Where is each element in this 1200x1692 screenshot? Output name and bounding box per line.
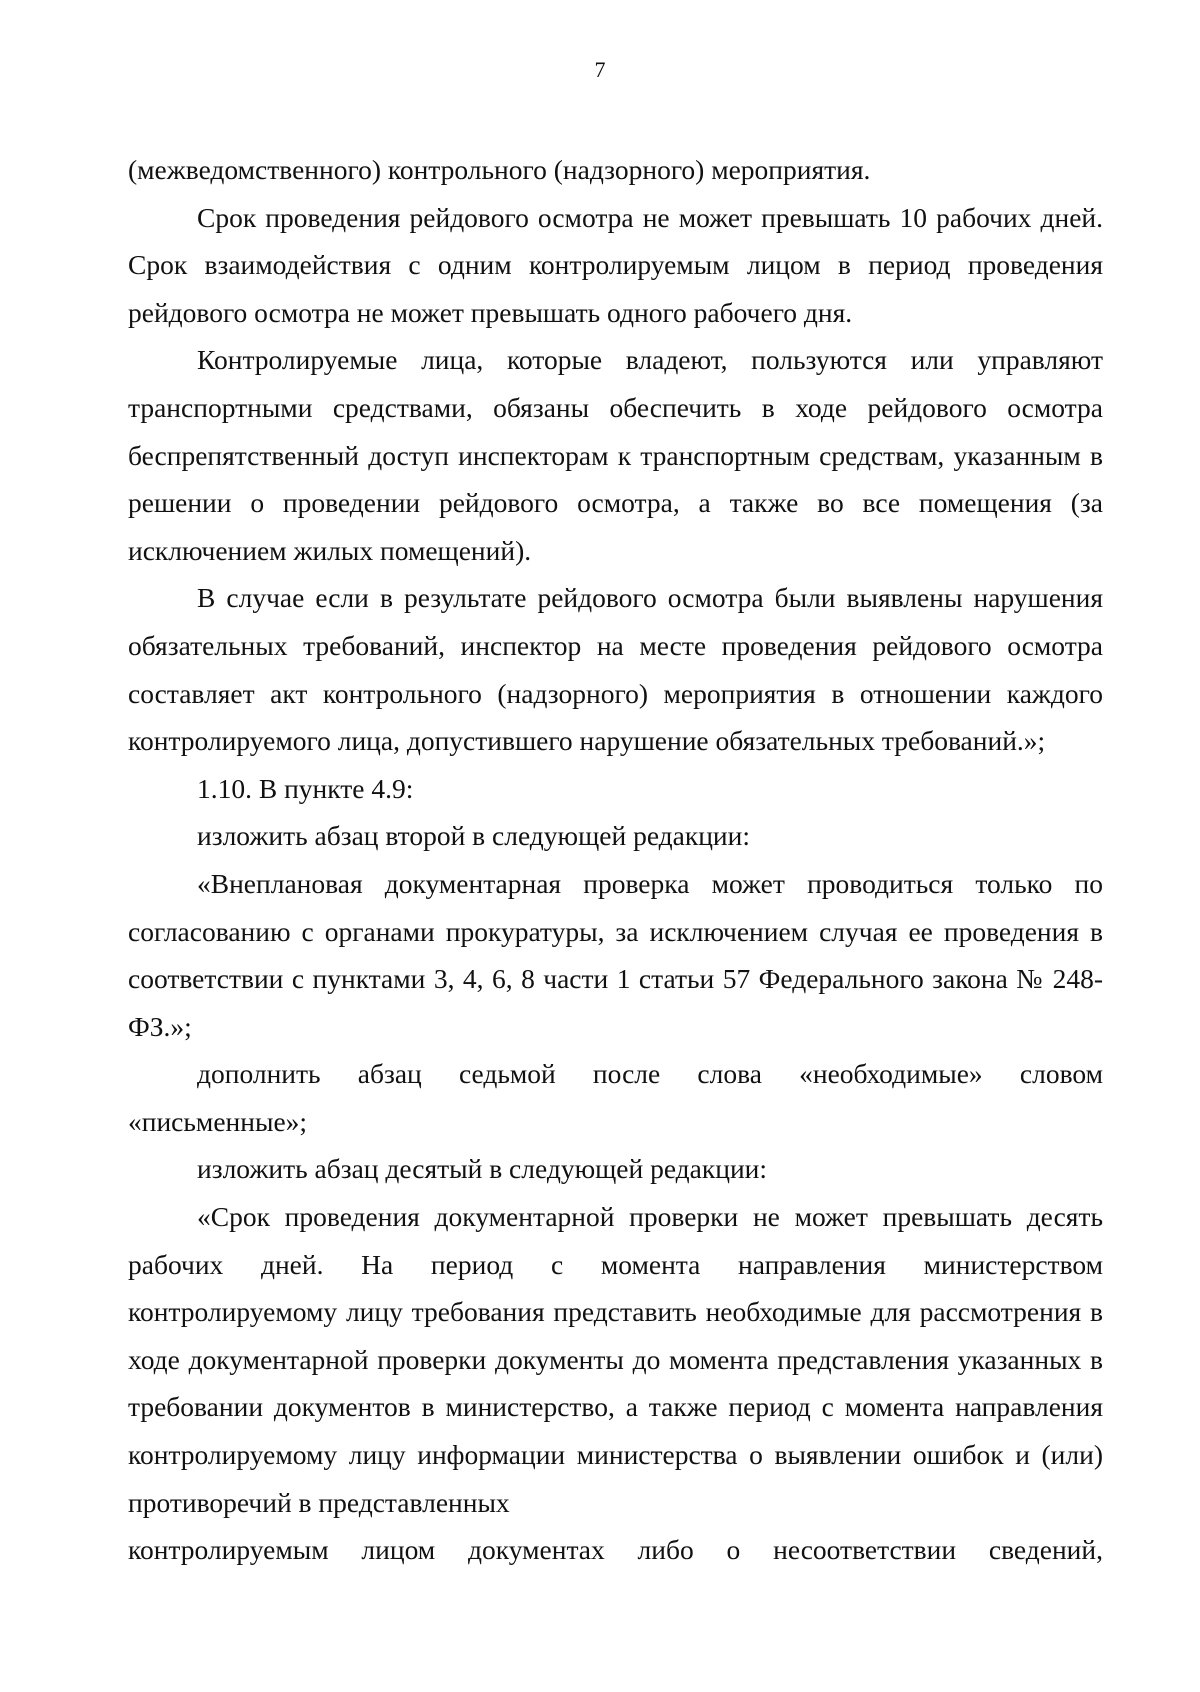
paragraph-seventh-abstract-addition: дополнить абзац седьмой после слова «необходимые» словом «письменные»; xyxy=(128,1058,1103,1137)
paragraph-continuation: (межведомственного) контрольного (надзорного) мероприятия. xyxy=(128,154,871,185)
paragraph-last-line: контролируемым лицом документах либо о несоответствии сведений, xyxy=(128,1534,1103,1566)
paragraph-document-audit-term: «Срок проведения документарной проверки не может превышать десять рабочих дней. На период с момента направления министерством контролируемому лицу требования представить необходимые для рассмотрения в ходе документарной проверки документы до момента представления указанных в требовании документов в министерство, а также период с момента направления контролируемому лицу информации министерства о выявлении ошибок и (или) противоречий в представленных xyxy=(128,1201,1103,1518)
paragraph-item-1-10: 1.10. В пункте 4.9: xyxy=(197,772,414,804)
paragraph-vehicle-access: Контролируемые лица, которые владеют, пользуются или управляют транспортными средствами, обязаны обеспечить в ходе рейдового осмотра беспрепятственный доступ инспекторам к транспортным средствам, указанным в решении о проведении рейдового осмотра, а также во все помещения (за исключением жилых помещений). xyxy=(128,344,1103,566)
paragraph-second-abstract-instruction: изложить абзац второй в следующей редакции: xyxy=(197,820,751,852)
paragraph-raid-inspection-term: Срок проведения рейдового осмотра не может превышать 10 рабочих дней. Срок взаимодействия с одним контролируемым лицом в период проведения рейдового осмотра не может превышать одного рабочего дня. xyxy=(128,201,1103,328)
document-body xyxy=(128,146,1103,1574)
paragraph-tenth-abstract-instruction: изложить абзац десятый в следующей редакции: xyxy=(197,1153,768,1185)
paragraph-violation-act: В случае если в результате рейдового осмотра были выявлены нарушения обязательных требований, инспектор на месте проведения рейдового осмотра составляет акт контрольного (надзорного) мероприятия в отношении каждого контролируемого лица, допустившего нарушение обязательных требований.»; xyxy=(128,582,1103,757)
page-number: 7 xyxy=(594,57,606,82)
paragraph-unscheduled-audit: «Внеплановая документарная проверка может проводиться только по согласованию с органами прокуратуры, за исключением случая ее проведения в соответствии с пунктами 3, 4, 6, 8 части 1 статьи 57 Федерального закона № 248-ФЗ.»; xyxy=(128,867,1103,1042)
